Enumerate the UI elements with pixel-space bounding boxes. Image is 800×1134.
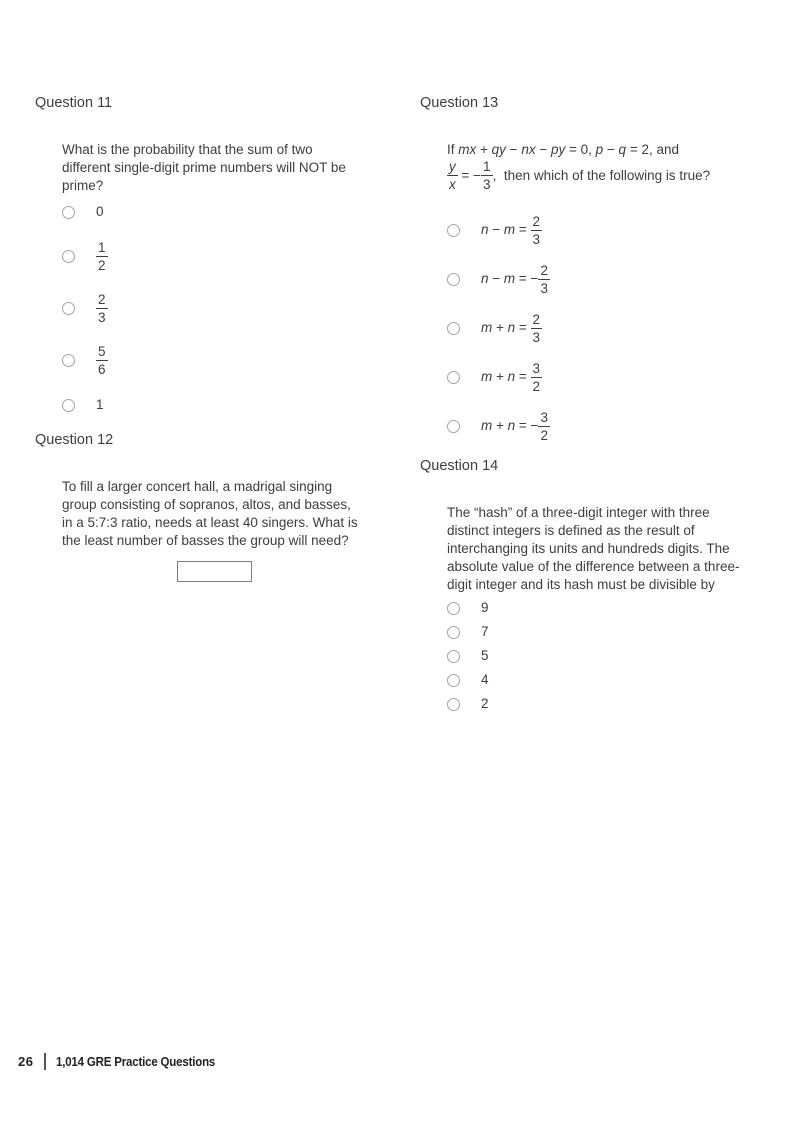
answer-input[interactable]: [177, 561, 252, 582]
fraction: [96, 344, 108, 377]
radio-button[interactable]: [447, 650, 460, 663]
fraction-numerator: y: [449, 159, 456, 174]
math-equals: = −: [515, 418, 539, 434]
option-label: [481, 263, 550, 296]
fraction: [538, 263, 550, 296]
math-text: qy: [491, 142, 506, 157]
radio-button[interactable]: [62, 354, 75, 367]
fraction-numerator: 1: [483, 159, 491, 174]
fraction-denominator: 3: [540, 281, 548, 296]
option-row: [62, 203, 407, 221]
fraction: [531, 312, 543, 345]
math-variable: n: [481, 271, 489, 287]
math-equals: = −: [515, 271, 539, 287]
radio-button[interactable]: [447, 698, 460, 711]
math-operator: +: [492, 320, 508, 336]
math-equals: =: [515, 320, 531, 336]
option-row: [447, 361, 788, 394]
question-equation-line: [447, 159, 788, 192]
math-text: mx: [458, 142, 477, 157]
fraction-denominator: 2: [532, 379, 541, 394]
fraction-numerator: 2: [98, 292, 106, 307]
math-text: nx: [521, 142, 536, 157]
option-label: [96, 344, 108, 377]
math-variable: n: [507, 369, 516, 385]
option-label: 5: [481, 648, 489, 663]
fraction: [96, 240, 108, 273]
fraction-numerator: 2: [532, 312, 541, 327]
question-title: Question 13: [420, 95, 499, 111]
option-row: [447, 671, 788, 689]
footer-divider: [44, 1053, 46, 1070]
option-label: 4: [481, 672, 489, 687]
option-label: [481, 312, 542, 345]
option-row: [447, 599, 788, 617]
page-footer: [18, 1053, 229, 1070]
math-variable: m: [481, 418, 493, 434]
math-equals: =: [515, 222, 531, 238]
radio-button[interactable]: [447, 674, 460, 687]
option-row: [62, 240, 407, 273]
radio-button[interactable]: [62, 399, 75, 412]
option-label: 2: [481, 696, 489, 711]
option-row: [447, 695, 788, 713]
radio-button[interactable]: [447, 322, 460, 335]
math-operator: −: [488, 222, 504, 238]
answer-options: [447, 214, 788, 443]
fraction-numerator: 3: [540, 410, 548, 425]
math-variable: n: [481, 222, 489, 238]
option-row: [447, 312, 788, 345]
option-label: [481, 361, 542, 394]
math-text: q: [618, 142, 627, 157]
question-title: Question 14: [420, 458, 499, 474]
question-body: [447, 141, 788, 443]
math-variable: n: [507, 418, 516, 434]
fraction: [96, 292, 108, 325]
option-row: [447, 263, 788, 296]
math-text: p: [595, 142, 604, 157]
question-text: What is the probability that the sum of two different single-digit prime numbers will NOT be prime?: [62, 142, 346, 193]
fraction-numerator: 5: [98, 344, 106, 359]
fraction-numerator: 1: [98, 240, 106, 255]
fraction: [531, 361, 543, 394]
radio-button[interactable]: [62, 250, 75, 263]
radio-button[interactable]: [447, 420, 460, 433]
question-text: The “hash” of a three-digit integer with three distinct integers is defined as the result of interchanging its units and hundreds digits. The absolute value of the difference between a three-digit integer and its hash must be divisible by: [447, 505, 740, 592]
book-title: 1,014 GRE Practice Questions: [55, 1054, 216, 1069]
math-text: +: [476, 142, 492, 157]
fraction: [481, 159, 493, 192]
fraction-denominator: x: [449, 177, 456, 192]
radio-button[interactable]: [62, 302, 75, 315]
math-variable: m: [503, 222, 516, 238]
page-number: 26: [18, 1054, 34, 1069]
question-12: [35, 433, 407, 582]
fraction-denominator: 6: [98, 362, 106, 377]
answer-options: [62, 203, 407, 414]
math-equals: =: [515, 369, 531, 385]
radio-button[interactable]: [62, 206, 75, 219]
option-label: 9: [481, 600, 489, 615]
option-label: [96, 292, 108, 325]
option-label: 7: [481, 624, 489, 639]
fraction-denominator: 2: [540, 428, 548, 443]
option-row: [62, 344, 407, 377]
question-title: Question 12: [35, 432, 114, 448]
fraction-denominator: 3: [98, 310, 106, 325]
option-row: [62, 292, 407, 325]
math-text: −: [603, 142, 619, 157]
math-text: = 2, and: [626, 142, 679, 157]
fraction-denominator: 3: [483, 177, 491, 192]
fraction-denominator: 3: [532, 330, 541, 345]
option-label: 1: [96, 397, 104, 412]
left-column: [35, 96, 407, 582]
question-14: [420, 459, 788, 713]
fraction-denominator: 3: [532, 232, 541, 247]
fraction-numerator: 2: [540, 263, 548, 278]
fraction-numerator: 2: [532, 214, 541, 229]
math-variable: n: [507, 320, 516, 336]
option-label: [96, 240, 108, 273]
question-body: [447, 504, 788, 713]
math-operator: +: [492, 418, 508, 434]
math-text: −: [505, 142, 522, 157]
question-body: [62, 141, 407, 414]
math-text: = 0,: [565, 142, 596, 157]
question-13: [420, 96, 788, 443]
math-operator: −: [488, 271, 504, 287]
math-variable: m: [481, 320, 493, 336]
fraction: [538, 410, 550, 443]
question-title: Question 11: [35, 95, 113, 111]
math-text: If: [447, 142, 459, 157]
option-label: [481, 214, 542, 247]
fraction-numerator: 3: [532, 361, 541, 376]
math-text: −: [535, 142, 551, 157]
question-equation-line: [447, 141, 788, 159]
radio-button[interactable]: [447, 626, 460, 639]
math-variable: m: [503, 271, 516, 287]
question-body: [62, 478, 407, 582]
question-text: To fill a larger concert hall, a madrigal singing group consisting of sopranos, altos, and basses, in a 5:7:3 ratio, needs at least 40 singers. What is the least number of basses the group will need?: [62, 479, 358, 548]
option-row: [447, 214, 788, 247]
math-operator: +: [492, 369, 508, 385]
radio-button[interactable]: [447, 224, 460, 237]
fraction-denominator: 2: [98, 258, 106, 273]
radio-button[interactable]: [447, 273, 460, 286]
right-column: [420, 96, 788, 719]
option-label: [481, 410, 550, 443]
math-variable: m: [481, 369, 493, 385]
fraction: [531, 214, 543, 247]
math-text: = −: [457, 167, 482, 183]
option-row: [447, 410, 788, 443]
radio-button[interactable]: [447, 371, 460, 384]
radio-button[interactable]: [447, 602, 460, 615]
answer-options: [447, 599, 788, 713]
fraction: [447, 159, 458, 192]
option-row: [447, 623, 788, 641]
option-row: [447, 647, 788, 665]
question-11: [35, 96, 407, 414]
math-text: py: [550, 142, 566, 157]
option-label: 0: [96, 204, 104, 219]
math-text: , then which of the following is true?: [492, 167, 711, 183]
option-row: [62, 396, 407, 414]
